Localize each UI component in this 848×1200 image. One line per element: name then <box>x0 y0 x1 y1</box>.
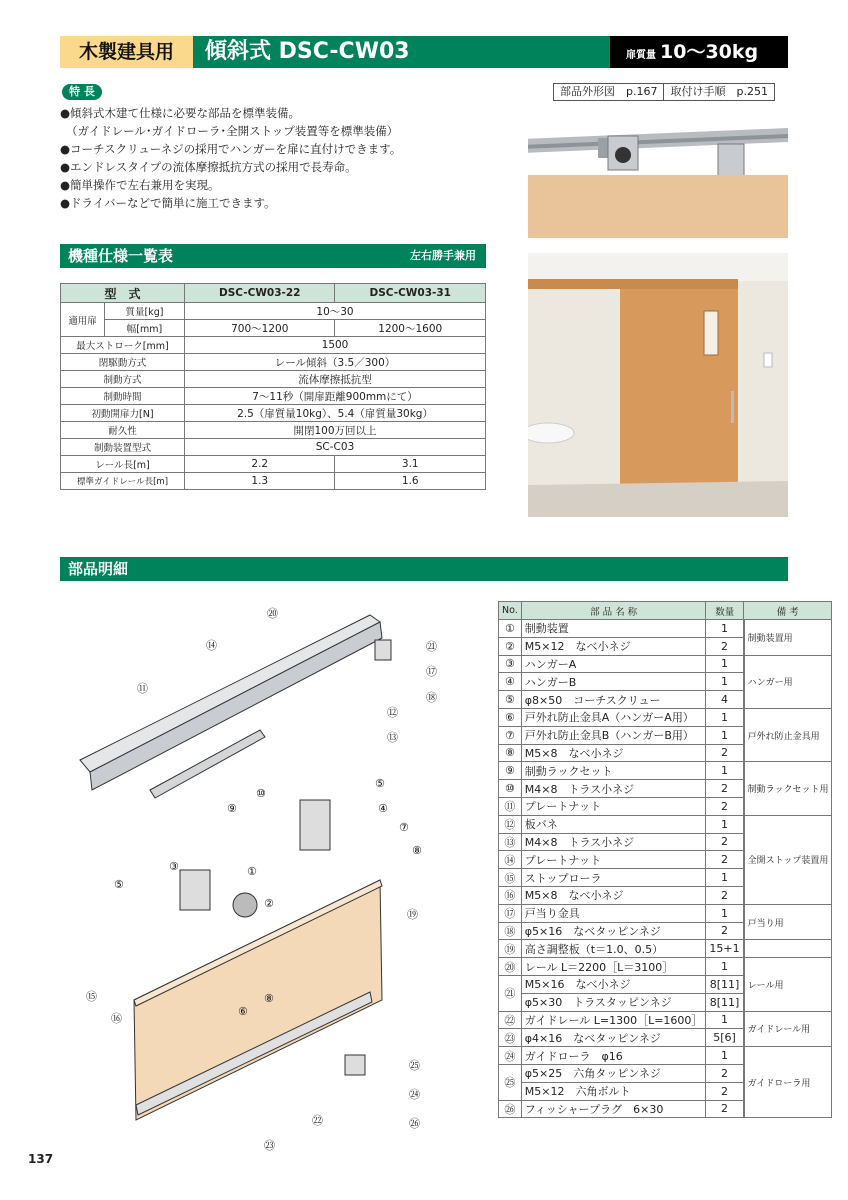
part-qty: 2 <box>706 780 744 798</box>
table-row <box>61 371 486 388</box>
callout-label: ㉒ <box>312 1114 323 1127</box>
part-no: ⑤ <box>499 691 522 709</box>
callout-label: ⑨ <box>227 802 237 815</box>
guide-22: 1.3 <box>185 473 335 490</box>
callout-label: ⑦ <box>399 821 409 834</box>
spec-value: レール傾斜（3.5／300） <box>185 354 486 371</box>
width-22: 700〜1200 <box>185 320 335 337</box>
model-label: 型 式 <box>61 284 185 303</box>
mass-value: 10〜30 <box>185 303 486 320</box>
spec-note: 左右勝手兼用 <box>410 249 476 262</box>
table-row <box>499 708 832 726</box>
callout-label: ㉕ <box>409 1059 420 1072</box>
part-remark <box>744 940 832 958</box>
spec-section-header <box>60 244 486 268</box>
spec-value: 開閉100万回以上 <box>185 422 486 439</box>
part-name: M5×8 なべ小ネジ <box>521 744 706 762</box>
ref-install[interactable]: 取付け手順 p.251 <box>663 84 773 100</box>
part-remark: ガイドレール用 <box>744 1011 832 1047</box>
spec-header-row <box>61 284 486 303</box>
part-no: ⑦ <box>499 726 522 744</box>
part-no: ㉔ <box>499 1047 522 1065</box>
part-no: ㉖ <box>499 1100 522 1118</box>
table-row <box>61 320 486 337</box>
part-qty: 1 <box>706 904 744 922</box>
part-no: ㉒ <box>499 1011 522 1029</box>
table-row <box>61 422 486 439</box>
model-31: DSC-CW03-31 <box>335 284 486 303</box>
exploded-parts-diagram <box>60 600 495 1160</box>
table-row <box>61 354 486 371</box>
col-remark: 備 考 <box>744 602 832 620</box>
callout-label: ⑩ <box>256 787 266 800</box>
features-list <box>60 104 401 212</box>
part-qty: 2 <box>706 744 744 762</box>
spec-key: 耐久性 <box>61 422 185 439</box>
table-row <box>499 904 832 922</box>
callout-label: ㉓ <box>264 1139 275 1152</box>
product-photo-rail <box>528 120 788 238</box>
part-name: φ5×16 なべタッピンネジ <box>521 922 706 940</box>
door-label: 適用扉 <box>61 303 105 337</box>
part-remark: レール用 <box>744 958 832 1011</box>
part-no: ⑳ <box>499 958 522 976</box>
callout-label: ㉑ <box>426 640 437 653</box>
table-row <box>499 762 832 780</box>
table-row <box>499 1047 832 1065</box>
part-name: ハンガーA <box>521 655 706 673</box>
weight-label: 扉質量 <box>626 50 656 61</box>
part-qty: 1 <box>706 815 744 833</box>
spec-value: SC-C03 <box>185 439 486 456</box>
spec-title: 機種仕様一覧表 <box>68 247 174 265</box>
part-no: ⑩ <box>499 780 522 798</box>
page-number: 137 <box>28 1152 54 1166</box>
guide-31: 1.6 <box>335 473 486 490</box>
part-qty: 2 <box>706 886 744 904</box>
feature-item: ●エンドレスタイプの流体摩擦抵抗方式の採用で長寿命。 <box>60 160 357 174</box>
col-no: No. <box>499 602 522 620</box>
callout-label: ㉔ <box>409 1088 420 1101</box>
guide-label: 標準ガイドレール長[m] <box>61 473 185 490</box>
part-no: ⑨ <box>499 762 522 780</box>
callout-label: ⑧ <box>412 844 422 857</box>
parts-section-header <box>60 557 788 581</box>
rail-label: レール長[m] <box>61 456 185 473</box>
part-name: M5×12 六角ボルト <box>521 1082 706 1100</box>
part-qty: 1 <box>706 762 744 780</box>
part-qty: 1 <box>706 673 744 691</box>
table-row <box>61 303 486 320</box>
room-photo-image <box>528 253 788 517</box>
col-qty: 数量 <box>706 602 744 620</box>
callout-label: ⑤ <box>375 777 385 790</box>
callout-label: ⑪ <box>137 682 148 695</box>
part-remark: 制動ラックセット用 <box>744 762 832 815</box>
part-no: ⑥ <box>499 708 522 726</box>
callout-label: ⑯ <box>111 1012 122 1025</box>
part-name: ストップローラ <box>521 869 706 887</box>
part-name: フィッシャープラグ 6×30 <box>521 1100 706 1118</box>
part-no: ⑪ <box>499 797 522 815</box>
category-label: 木製建具用 <box>60 36 193 68</box>
callout-label: ⑲ <box>407 908 418 921</box>
callout-label: ③ <box>169 860 179 873</box>
feature-item: ●傾斜式木建て仕様に必要な部品を標準装備。 <box>60 106 301 120</box>
part-no: ㉕ <box>499 1064 522 1100</box>
parts-table <box>498 601 832 1118</box>
callout-label: ⑬ <box>387 731 398 744</box>
part-no: ⑮ <box>499 869 522 887</box>
page-references <box>553 83 775 101</box>
part-no: ⑭ <box>499 851 522 869</box>
spec-value: 7〜11秒（開扉距離900mmにて） <box>185 388 486 405</box>
part-qty: 2 <box>706 922 744 940</box>
part-qty: 4 <box>706 691 744 709</box>
table-row <box>499 958 832 976</box>
part-qty: 2 <box>706 797 744 815</box>
table-row <box>499 940 832 958</box>
part-name: プレートナット <box>521 851 706 869</box>
product-photo-room <box>528 253 788 517</box>
part-qty: 1 <box>706 620 744 638</box>
part-remark: 戸当り用 <box>744 904 832 940</box>
part-name: φ4×16 なべタッピンネジ <box>521 1029 706 1047</box>
callout-label: ④ <box>378 802 388 815</box>
callout-label: ⑫ <box>387 706 398 719</box>
table-row <box>61 456 486 473</box>
part-remark: ハンガー用 <box>744 655 832 708</box>
model-22: DSC-CW03-22 <box>185 284 335 303</box>
part-remark: ガイドローラ用 <box>744 1047 832 1118</box>
feature-item: （ガイドレール･ガイドローラ･全開ストップ装置等を標準装備） <box>66 124 399 138</box>
col-name: 部 品 名 称 <box>521 602 706 620</box>
table-row <box>499 1011 832 1029</box>
part-qty: 2 <box>706 851 744 869</box>
part-name: プレートナット <box>521 797 706 815</box>
spec-key: 制動装置型式 <box>61 439 185 456</box>
callout-label: ⑮ <box>86 990 97 1003</box>
part-qty: 15+1 <box>706 940 744 958</box>
part-no: ⑲ <box>499 940 522 958</box>
table-row <box>61 439 486 456</box>
part-no: ⑧ <box>499 744 522 762</box>
door-weight <box>610 36 788 68</box>
weight-value: 10〜30kg <box>660 41 759 63</box>
spec-key: 最大ストローク[mm] <box>61 337 185 354</box>
part-qty: 2 <box>706 1100 744 1118</box>
feature-item: ●ドライバーなどで簡単に施工できます。 <box>60 196 276 210</box>
spec-table <box>60 283 486 490</box>
part-name: φ5×25 六角タッピンネジ <box>521 1064 706 1082</box>
table-row <box>61 337 486 354</box>
part-no: ④ <box>499 673 522 691</box>
spec-key: 制動方式 <box>61 371 185 388</box>
part-remark: 全開ストップ装置用 <box>744 815 832 904</box>
part-name: レール L＝2200［L＝3100］ <box>521 958 706 976</box>
part-no: ② <box>499 637 522 655</box>
part-no: ㉓ <box>499 1029 522 1047</box>
part-name: ガイドローラ φ16 <box>521 1047 706 1065</box>
spec-key: 制動時間 <box>61 388 185 405</box>
table-row <box>499 620 832 638</box>
callout-label: ② <box>264 897 274 910</box>
part-name: 戸当り金具 <box>521 904 706 922</box>
product-title: 傾斜式 DSC-CW03 <box>193 36 610 68</box>
part-qty: 8[11] <box>706 993 744 1011</box>
rail-31: 3.1 <box>335 456 486 473</box>
part-remark: 制動装置用 <box>744 620 832 656</box>
ref-outline[interactable]: 部品外形図 p.167 <box>560 85 658 98</box>
part-name: M5×12 なべ小ネジ <box>521 637 706 655</box>
part-qty: 1 <box>706 708 744 726</box>
part-no: ㉑ <box>499 975 522 1011</box>
width-label: 幅[mm] <box>105 320 185 337</box>
callout-label: ⑥ <box>238 1005 248 1018</box>
part-name: φ8×50 コーチスクリュー <box>521 691 706 709</box>
rail-22: 2.2 <box>185 456 335 473</box>
part-no: ⑯ <box>499 886 522 904</box>
features-badge: 特 長 <box>62 84 102 100</box>
part-no: ⑫ <box>499 815 522 833</box>
spec-key: 初動開扉力[N] <box>61 405 185 422</box>
feature-item: ●簡単操作で左右兼用を実現。 <box>60 178 220 192</box>
feature-item: ●コーチスクリューネジの採用でハンガーを扉に直付けできます。 <box>60 142 402 156</box>
part-remark: 戸外れ防止金具用 <box>744 708 832 761</box>
spec-key: 閉駆動方式 <box>61 354 185 371</box>
part-no: ① <box>499 620 522 638</box>
part-qty: 1 <box>706 958 744 976</box>
part-qty: 2 <box>706 833 744 851</box>
parts-title: 部品明細 <box>68 560 129 578</box>
part-qty: 1 <box>706 655 744 673</box>
spec-value: 2.5（扉質量10kg）、5.4（扉質量30kg） <box>185 405 486 422</box>
part-no: ⑬ <box>499 833 522 851</box>
part-no: ⑰ <box>499 904 522 922</box>
part-name: ガイドレール L=1300［L=1600］ <box>521 1011 706 1029</box>
mass-label: 質量[kg] <box>105 303 185 320</box>
part-qty: 1 <box>706 1011 744 1029</box>
callout-label: ① <box>247 865 257 878</box>
parts-header-row <box>499 602 832 620</box>
part-name: 制動装置 <box>521 620 706 638</box>
part-no: ③ <box>499 655 522 673</box>
spec-value: 1500 <box>185 337 486 354</box>
table-row <box>499 815 832 833</box>
table-row <box>61 388 486 405</box>
part-qty: 1 <box>706 869 744 887</box>
part-qty: 2 <box>706 637 744 655</box>
table-row <box>499 655 832 673</box>
part-name: 制動ラックセット <box>521 762 706 780</box>
part-name: M4×8 トラス小ネジ <box>521 833 706 851</box>
callout-label: ㉖ <box>409 1117 420 1130</box>
part-qty: 2 <box>706 1064 744 1082</box>
callout-label: ⑤ <box>114 878 124 891</box>
callout-label: ⑰ <box>426 665 437 678</box>
part-name: 戸外れ防止金具B（ハンガーB用） <box>521 726 706 744</box>
part-name: 高さ調整板（t＝1.0、0.5） <box>521 940 706 958</box>
callout-label: ⑭ <box>206 639 217 652</box>
part-qty: 5[6] <box>706 1029 744 1047</box>
part-name: M5×8 なべ小ネジ <box>521 886 706 904</box>
table-row <box>61 405 486 422</box>
rail-photo-image <box>528 120 788 238</box>
part-qty: 8[11] <box>706 975 744 993</box>
part-name: 戸外れ防止金具A（ハンガーA用） <box>521 708 706 726</box>
part-qty: 2 <box>706 1082 744 1100</box>
part-qty: 1 <box>706 1047 744 1065</box>
part-qty: 1 <box>706 726 744 744</box>
part-name: M4×8 トラス小ネジ <box>521 780 706 798</box>
callout-label: ⑱ <box>426 691 437 704</box>
spec-value: 流体摩擦抵抗型 <box>185 371 486 388</box>
part-no: ⑱ <box>499 922 522 940</box>
part-name: ハンガーB <box>521 673 706 691</box>
width-31: 1200〜1600 <box>335 320 486 337</box>
table-row <box>61 473 486 490</box>
part-name: 板バネ <box>521 815 706 833</box>
part-name: M5×16 なべ小ネジ <box>521 975 706 993</box>
callout-label: ⑳ <box>267 607 278 620</box>
callout-label: ⑧ <box>264 992 274 1005</box>
part-name: φ5×30 トラスタッピンネジ <box>521 993 706 1011</box>
